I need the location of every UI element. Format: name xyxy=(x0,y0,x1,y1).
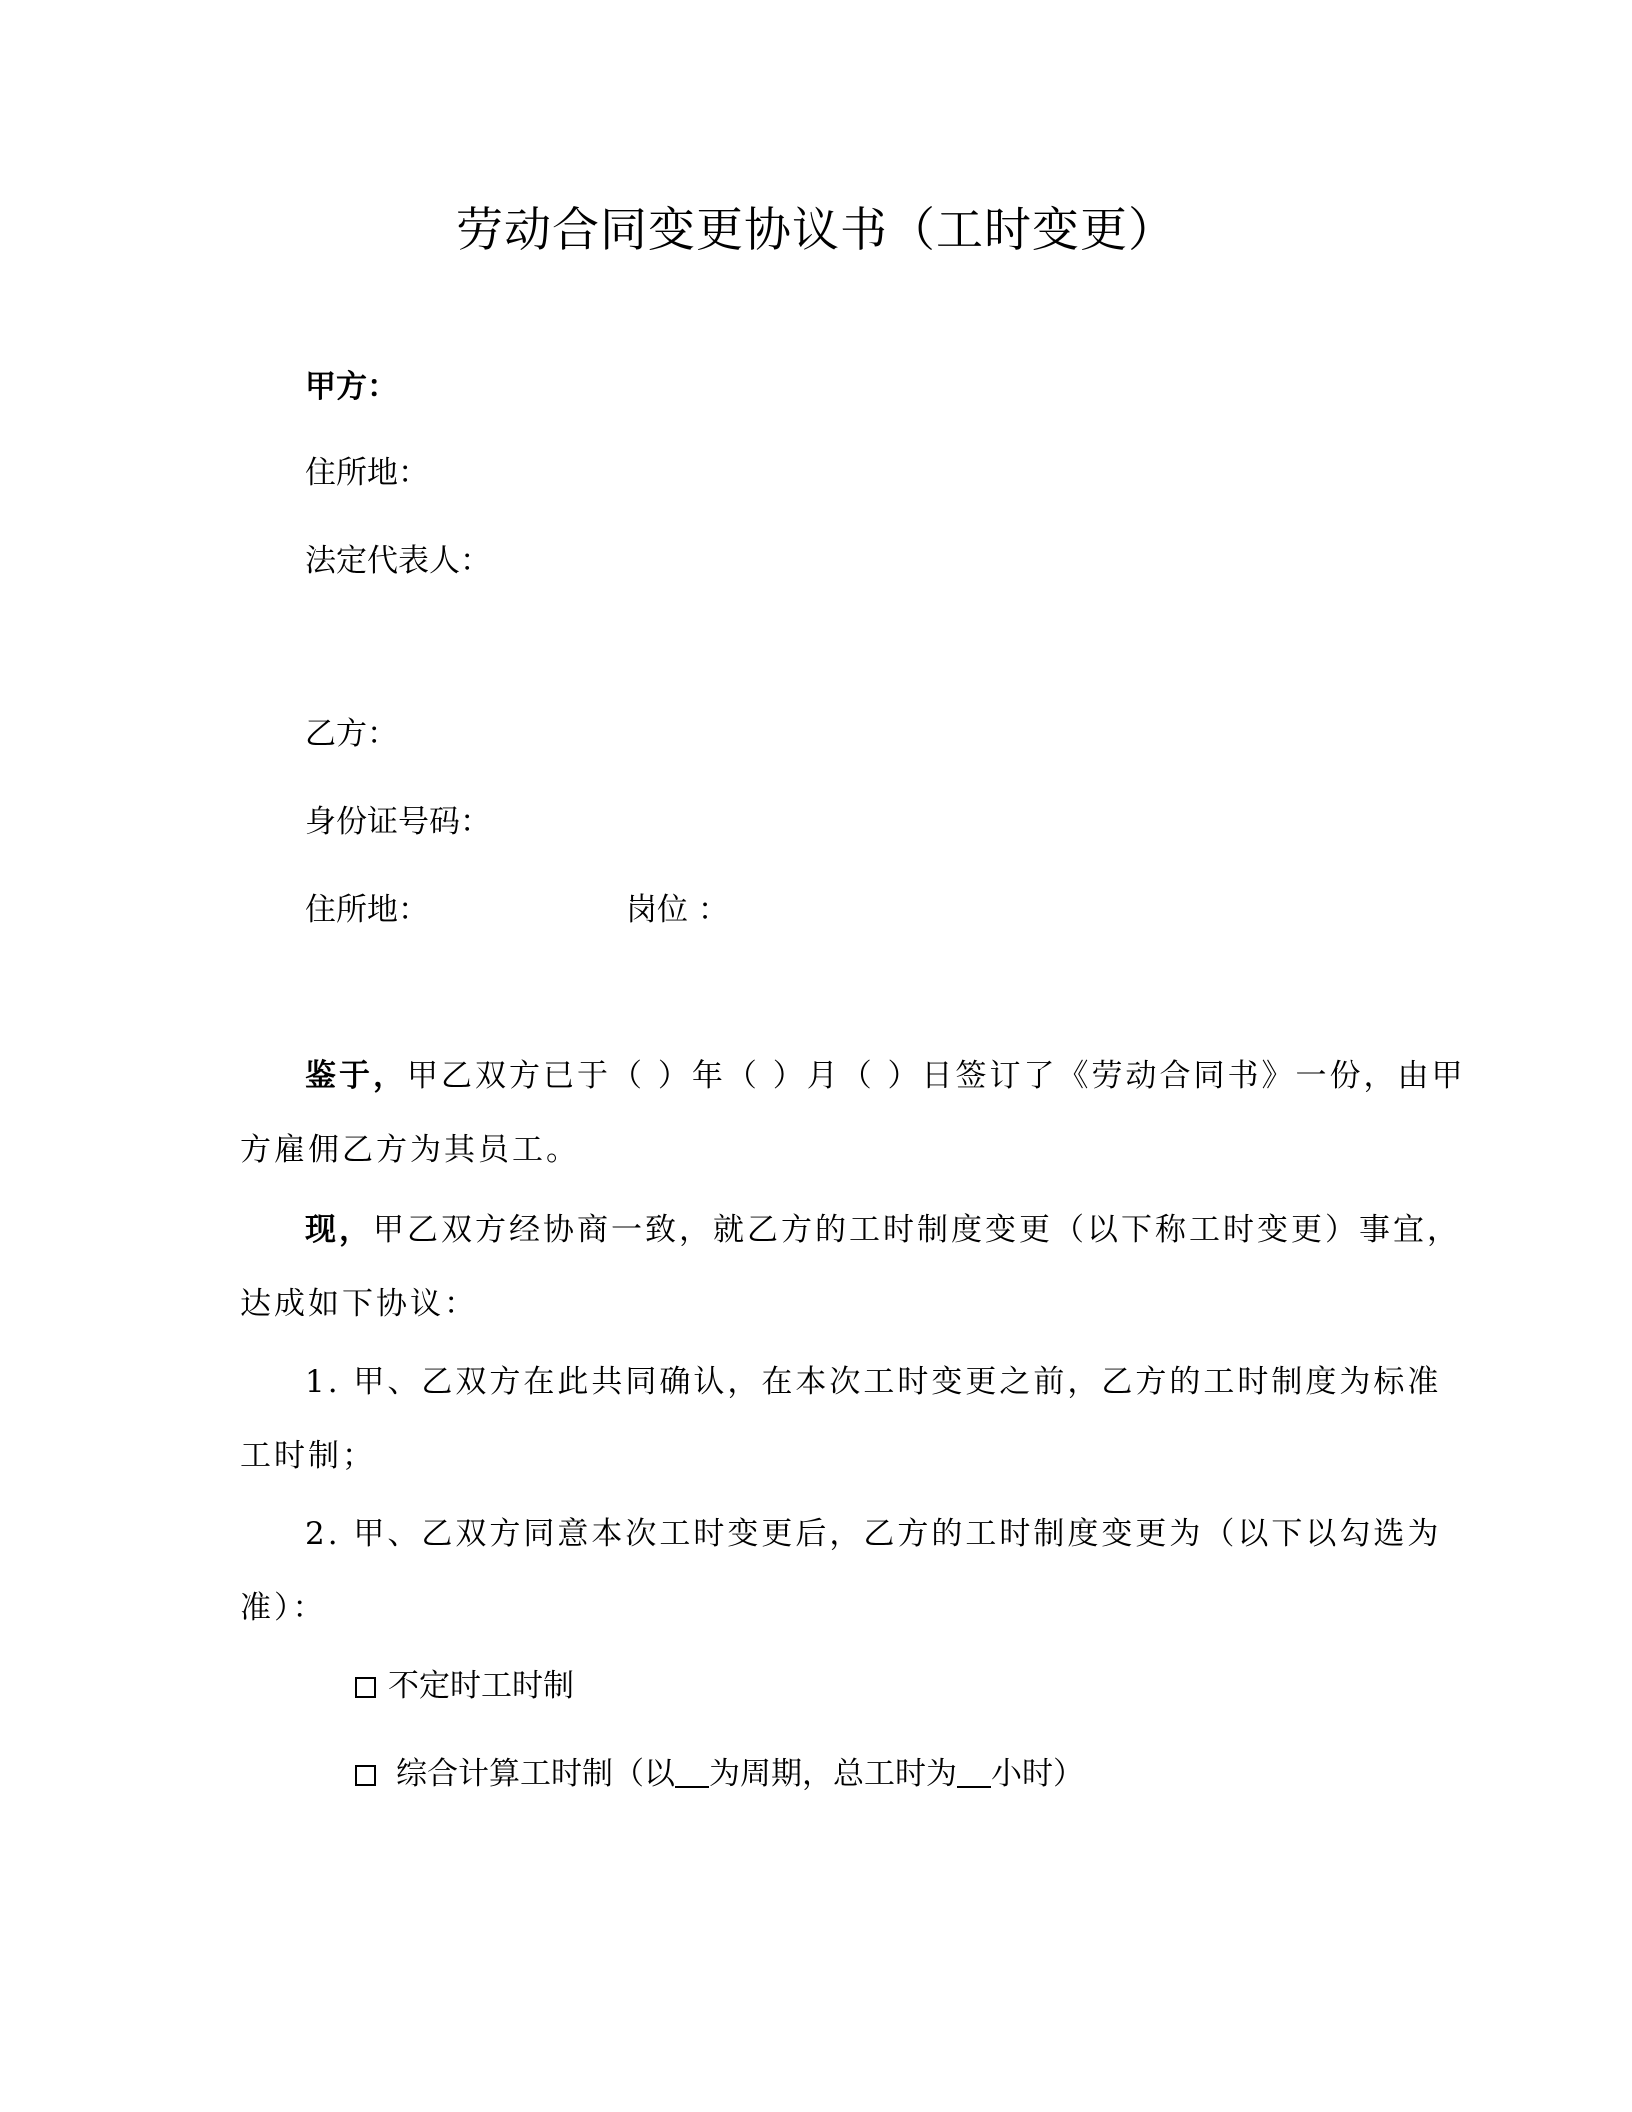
clause-1-line-2: 工时制； xyxy=(240,1438,376,1474)
option-1 xyxy=(355,1666,574,1706)
clause-2-line-1: 2. 甲、乙双方同意本次工时变更后，乙方的工时制度变更为（以下以勾选为 xyxy=(305,1516,1442,1552)
whereas-line-2: 方雇佣乙方为其员工。 xyxy=(240,1132,580,1168)
period-blank xyxy=(675,1760,709,1788)
checkbox-icon[interactable] xyxy=(355,1765,376,1786)
party-a-label: 甲方： xyxy=(305,369,398,405)
party-b-address-label: 住所地： xyxy=(305,892,429,928)
clause-1-line-1: 1. 甲、乙双方在此共同确认，在本次工时变更之前，乙方的工时制度为标准 xyxy=(305,1364,1442,1400)
option-1-label: 不定时工时制 xyxy=(388,1668,574,1704)
hours-blank xyxy=(957,1760,991,1788)
checkbox-icon[interactable] xyxy=(355,1677,376,1698)
now-lead: 现， xyxy=(305,1212,373,1248)
option-2 xyxy=(355,1754,1084,1794)
clause-2-line-2: 准）： xyxy=(240,1590,327,1626)
party-b-post-label: 岗位 ： xyxy=(626,892,729,928)
whereas-text-1: 甲乙双方已于（ ）年（ ）月（ ）日签订了《劳动合同书》一份，由甲 xyxy=(407,1058,1466,1094)
option-2-label-part-3: 小时） xyxy=(991,1756,1084,1792)
whereas-line-1 xyxy=(305,1056,1466,1096)
document-title: 劳动合同变更协议书（工时变更） xyxy=(456,203,1176,258)
whereas-lead: 鉴于， xyxy=(305,1058,407,1094)
now-line-2: 达成如下协议： xyxy=(240,1286,478,1322)
now-line-1 xyxy=(305,1210,1461,1250)
party-a-address-label: 住所地： xyxy=(305,455,429,491)
option-2-label-part-2: 为周期，总工时为 xyxy=(709,1756,957,1792)
party-b-label: 乙方： xyxy=(305,716,398,752)
now-text-1: 甲乙双方经协商一致，就乙方的工时制度变更（以下称工时变更）事宜， xyxy=(373,1212,1461,1248)
party-b-id-label: 身份证号码： xyxy=(305,804,491,840)
option-2-label-part-1: 综合计算工时制（以 xyxy=(396,1756,675,1792)
party-a-legal-rep-label: 法定代表人： xyxy=(305,543,491,579)
